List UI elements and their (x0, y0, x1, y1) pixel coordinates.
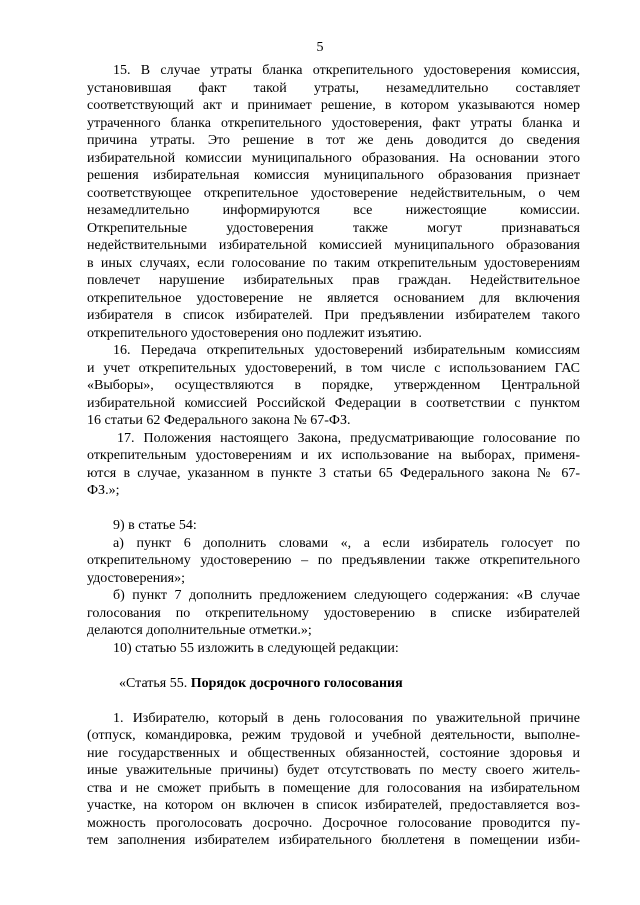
text-line: голосования по открепительному удостоверению в списке избирателей (87, 605, 580, 621)
paragraph-15 (87, 62, 580, 342)
text-line: в иных случаях, если голосование по таким открепительным удостоверениям (87, 255, 580, 271)
text-line: 15. В случае утраты бланка открепительного удостоверения комиссия, (113, 63, 580, 78)
text-line: «Выборы», осуществляются в порядке, утвержденном Центральной (87, 378, 580, 393)
article-title: Порядок досрочного голосования (190, 675, 403, 691)
text-line: делаются дополнительные отметки.»; (87, 623, 312, 638)
text-line: открепительному удостоверению – по предъявлении также открепительного (87, 553, 580, 568)
text-line: открепительное удостоверение не является основанием для включения (87, 290, 580, 306)
text-line: незамедлительно информируются все нижестоящие комиссии. (87, 203, 580, 218)
text-line: ФЗ.»; (87, 483, 120, 498)
text-line: ства и не сможет прибыть в помещение для голосования на избирательном (87, 780, 580, 796)
spacer (87, 692, 580, 710)
text-line: решения избирательная комиссия муниципального образования признает (87, 168, 580, 183)
text-line: избирателя в список избирателей. При предъявлении избирателем такого (87, 308, 580, 323)
text-line: иные уважительные причины) будет отсутствовать по месту своего житель- (87, 763, 580, 778)
amendment-item-10: 10) статью 55 изложить в следующей редакции: (113, 640, 399, 656)
paragraph-17 (87, 430, 580, 500)
text-line: 16. Передача открепительных удостоверений избирательным комиссиям (113, 343, 580, 358)
text-line: 1. Избирателю, который в день голосования по уважительной причине (113, 710, 580, 726)
text-line: а) пункт 6 дополнить словами «, а если избиратель голосует по (113, 535, 580, 551)
text-line: избирательной комиссией Российской Федерации в соответствии с пунктом (87, 395, 580, 411)
text-line: 17. Положения настоящего Закона, предусматривающие голосование по (117, 430, 580, 446)
text-line: утраченного бланка открепительного удостоверения, факт утраты бланка и (87, 115, 580, 131)
text-line: соответствующее открепительное удостоверение недействительным, о чем (87, 185, 580, 201)
text-line: установившая факт такой утраты, незамедлительно составляет (87, 80, 580, 96)
text-line: открепительного удостоверения оно подлежит изъятию. (87, 325, 422, 341)
text-line: 16 статьи 62 Федерального закона № 67-ФЗ. (87, 413, 351, 428)
text-line: удостоверения»; (87, 570, 186, 586)
document-body (87, 62, 580, 850)
item-heading: 9) в статье 54: (113, 518, 197, 533)
amendment-item-9 (87, 517, 580, 640)
text-line: можность проголосовать досрочно. Досрочное голосование проводится пу- (87, 815, 580, 831)
paragraph-16 (87, 342, 580, 430)
page-number: 5 (316, 40, 324, 55)
spacer (87, 657, 580, 675)
text-line: (отпуск, командировка, режим трудовой и учебной деятельности, выполне- (87, 728, 580, 743)
article-heading (87, 675, 580, 693)
text-line: б) пункт 7 дополнить предложением следующего содержания: «В случае (113, 588, 580, 603)
text-line: Открепительные удостоверения также могут признаваться (87, 220, 580, 236)
article-55-paragraph-1 (87, 710, 580, 850)
spacer (87, 500, 580, 518)
text-line: соответствующий акт и принимает решение, в котором указываются номер (87, 98, 580, 113)
text-line: участке, на котором он включен в список избирателей, предоставляется воз- (87, 798, 580, 813)
text-line: недействительными избирательной комиссией муниципального образования (87, 238, 580, 253)
text-line: избирательной комиссии муниципального образования. На основании этого (87, 150, 580, 166)
text-line: и учет открепительных удостоверений, в том числе с использованием ГАС (87, 360, 580, 376)
article-prefix: «Статья 55. (119, 675, 191, 691)
text-line: повлечет нарушение избирательных прав граждан. Недействительное (87, 273, 580, 288)
text-line: открепительным удостоверениям и их использование на выборах, применя- (87, 448, 580, 463)
text-line: ются в случае, указанном в пункте 3 статьи 65 Федерального закона № 67- (87, 465, 580, 481)
text-line: ние государственных и общественных обязанностей, состояние здоровья и (87, 745, 580, 761)
text-line: тем заполнения избирателем избирательного бюллетеня в помещении изби- (87, 833, 580, 848)
text-line: причина утраты. Это решение в тот же день доводится до сведения (87, 133, 580, 148)
